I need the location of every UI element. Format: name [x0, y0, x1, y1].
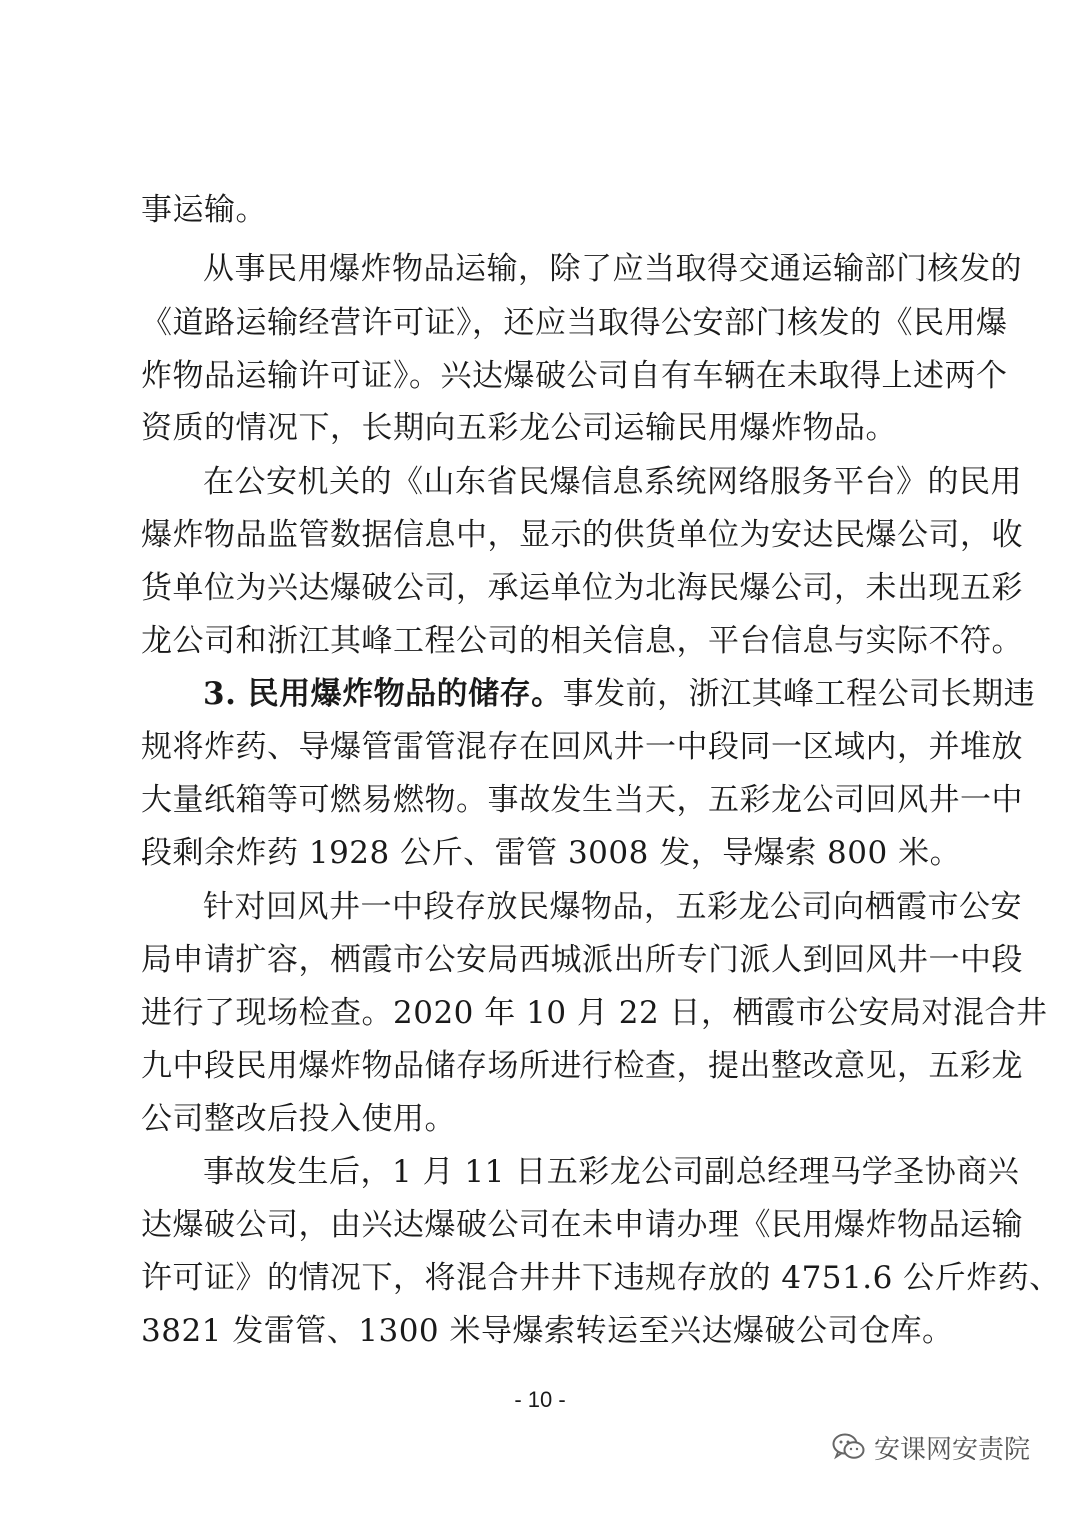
text-line: 在公安机关的《山东省民爆信息系统网络服务平台》的民用 [203, 464, 1022, 500]
text-line: 许可证》的情况下，将混合井井下违规存放的 4751.6 公斤炸药、 [141, 1260, 1061, 1296]
text-line: 段剩余炸药 1928 公斤、雷管 3008 发，导爆索 800 米。 [141, 835, 962, 871]
text-line: 达爆破公司，由兴达爆破公司在未申请办理《民用爆炸物品运输 [141, 1207, 1023, 1243]
text-line: 针对回风井一中段存放民爆物品，五彩龙公司向栖霞市公安 [203, 889, 1022, 925]
text-line: 局申请扩容，栖霞市公安局西城派出所专门派人到回风井一中段 [141, 942, 1023, 978]
section-heading-line [203, 672, 1035, 716]
text-line: 事故发生后，1 月 11 日五彩龙公司副总经理马学圣协商兴 [203, 1154, 1020, 1190]
text-line: 爆炸物品监管数据信息中，显示的供货单位为安达民爆公司，收 [141, 517, 1023, 553]
text-line: 资质的情况下，长期向五彩龙公司运输民用爆炸物品。 [141, 410, 897, 446]
text-line: 从事民用爆炸物品运输，除了应当取得交通运输部门核发的 [203, 251, 1022, 287]
wechat-icon [832, 1432, 866, 1462]
watermark [832, 1425, 1030, 1469]
watermark-label: 安课网安责院 [874, 1434, 1031, 1465]
page-number: - 10 - [514, 1387, 566, 1412]
text-line: 进行了现场检查。2020 年 10 月 22 日，栖霞市公安局对混合井 [141, 995, 1048, 1031]
text-line: 九中段民用爆炸物品储存场所进行检查，提出整改意见，五彩龙 [141, 1048, 1023, 1084]
text-line: 规将炸药、导爆管雷管混存在回风井一中段同一区域内，并堆放 [141, 729, 1023, 765]
text-line: 炸物品运输许可证》。兴达爆破公司自有车辆在未取得上述两个 [141, 358, 1008, 394]
text-line: 大量纸箱等可燃易燃物。事故发生当天，五彩龙公司回风井一中 [141, 782, 1023, 818]
text-line: 事运输。 [141, 192, 267, 228]
text-line: 公司整改后投入使用。 [141, 1101, 456, 1137]
text-line: 货单位为兴达爆破公司，承运单位为北海民爆公司，未出现五彩 [141, 570, 1023, 606]
text-line: 3821 发雷管、1300 米导爆索转运至兴达爆破公司仓库。 [141, 1313, 954, 1349]
section-heading-text: 事发前，浙江其峰工程公司长期违 [562, 676, 1036, 712]
section-heading: 3. 民用爆炸物品的储存。 [203, 676, 563, 712]
text-line: 龙公司和浙江其峰工程公司的相关信息，平台信息与实际不符。 [141, 623, 1023, 659]
text-line: 《道路运输经营许可证》，还应当取得公安部门核发的《民用爆 [141, 305, 1008, 341]
